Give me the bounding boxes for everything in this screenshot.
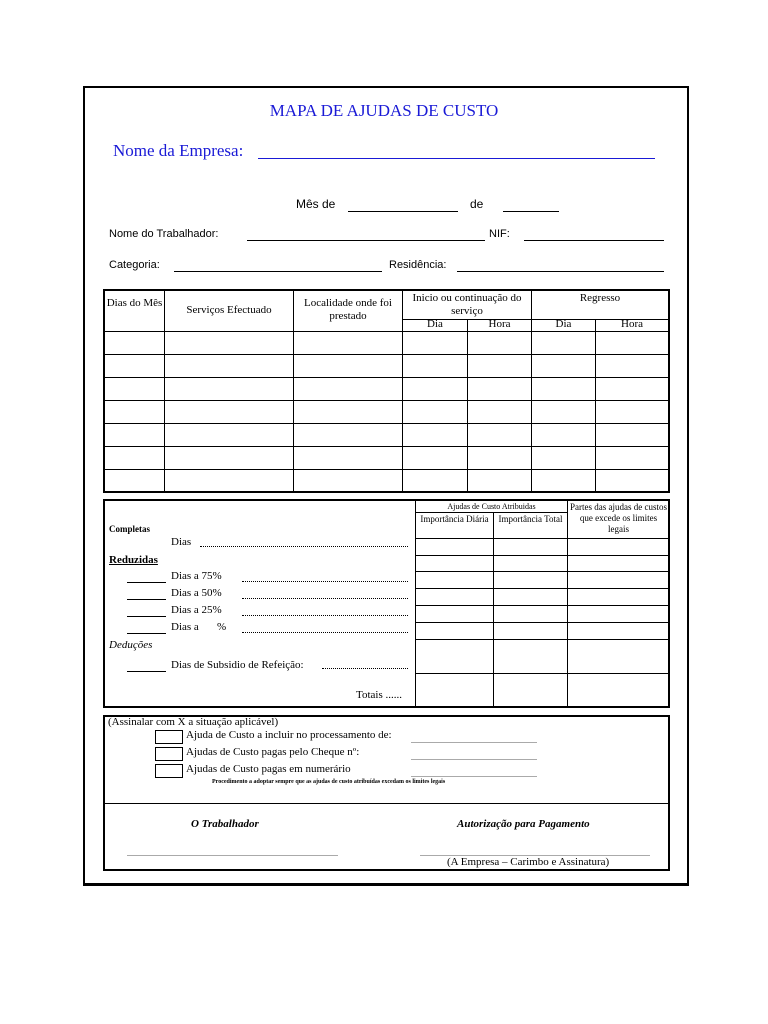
situation-header: (Assinalar com X a situação aplicável) bbox=[108, 716, 279, 728]
deducoes-label: Deduções bbox=[109, 639, 153, 651]
col-total-header: Importância Total bbox=[498, 514, 563, 524]
worker-name-label: Nome do Trabalhador: bbox=[109, 228, 219, 240]
dias-field[interactable] bbox=[200, 546, 408, 547]
option2-field[interactable] bbox=[411, 759, 537, 760]
percent-sign: % bbox=[217, 621, 227, 633]
dias50-count-field[interactable] bbox=[127, 599, 166, 600]
option1-label: Ajuda de Custo a incluir no processamento de: bbox=[186, 729, 392, 741]
procedure-note: Procedimento a adoptar sempre que as ajudas de custo atribuídas excedam os limites legais bbox=[212, 779, 446, 785]
nif-label: NIF: bbox=[489, 228, 510, 240]
col-daily-header: Importância Diária bbox=[420, 514, 489, 524]
year-field[interactable] bbox=[503, 211, 559, 212]
dias-custom-label: Dias a bbox=[171, 621, 199, 633]
category-label: Categoria: bbox=[109, 259, 160, 271]
company-stamp-label: (A Empresa – Carimbo e Assinatura) bbox=[447, 856, 610, 868]
col-services-header: Serviços Efectuado bbox=[186, 304, 272, 316]
nif-field[interactable] bbox=[524, 240, 664, 241]
dias25-count-field[interactable] bbox=[127, 616, 166, 617]
option2-label: Ajudas de Custo pagas pelo Cheque nº: bbox=[186, 746, 360, 758]
return-day-header: Dia bbox=[555, 318, 572, 330]
dias50-field[interactable] bbox=[242, 598, 408, 599]
start-hour-header: Hora bbox=[488, 318, 511, 330]
completas-label: Completas bbox=[109, 524, 150, 534]
subsidio-count-field[interactable] bbox=[127, 671, 166, 672]
services-table bbox=[103, 289, 670, 493]
dias25-field[interactable] bbox=[242, 615, 408, 616]
option1-field[interactable] bbox=[411, 742, 537, 743]
month-label: Mês de bbox=[296, 197, 336, 211]
option3-checkbox[interactable] bbox=[155, 764, 183, 778]
col-location-header: Localidade onde foi prestado bbox=[304, 297, 392, 322]
col-excess-header: Partes das ajudas de custos que excede os limites legais bbox=[570, 502, 667, 534]
category-field[interactable] bbox=[174, 271, 382, 272]
option2-checkbox[interactable] bbox=[155, 747, 183, 761]
company-name-field[interactable] bbox=[258, 158, 655, 159]
reduzidas-label: Reduzidas bbox=[109, 554, 158, 566]
return-hour-header: Hora bbox=[621, 318, 643, 330]
worker-signature-field[interactable] bbox=[127, 855, 338, 856]
dias75-label: Dias a 75% bbox=[171, 570, 222, 582]
col-days-header: Dias do Mês bbox=[106, 297, 163, 309]
dias75-field[interactable] bbox=[242, 581, 408, 582]
page-title: MAPA DE AJUDAS DE CUSTO bbox=[269, 101, 499, 120]
authorization-label: Autorização para Pagamento bbox=[457, 818, 590, 830]
col-start-header: Inicio ou continuação do serviço bbox=[412, 292, 522, 317]
dias75-count-field[interactable] bbox=[127, 582, 166, 583]
residence-field[interactable] bbox=[457, 271, 664, 272]
worker-signature-label: O Trabalhador bbox=[191, 818, 259, 830]
worker-name-field[interactable] bbox=[247, 240, 485, 241]
col-attributed-header: Ajudas de Custo Atribuidas bbox=[447, 502, 536, 511]
dias-custom-count-field[interactable] bbox=[127, 633, 166, 634]
dias-custom-field[interactable] bbox=[242, 632, 408, 633]
dias-label: Dias bbox=[171, 536, 192, 548]
company-label: Nome da Empresa: bbox=[113, 141, 244, 160]
col-return-header: Regresso bbox=[579, 292, 621, 304]
month-field[interactable] bbox=[348, 211, 458, 212]
option1-checkbox[interactable] bbox=[155, 730, 183, 744]
option3-label: Ajudas de Custo pagas em numerário bbox=[186, 763, 351, 775]
subsidio-field[interactable] bbox=[322, 668, 408, 669]
year-label: de bbox=[470, 197, 484, 211]
residence-label: Residência: bbox=[389, 259, 447, 271]
dias25-label: Dias a 25% bbox=[171, 604, 222, 616]
totais-label: Totais ...... bbox=[356, 689, 402, 701]
subsidio-label: Dias de Subsidio de Refeição: bbox=[171, 659, 304, 671]
start-day-header: Dia bbox=[427, 318, 443, 330]
option3-field[interactable] bbox=[411, 776, 537, 777]
dias50-label: Dias a 50% bbox=[171, 587, 222, 599]
